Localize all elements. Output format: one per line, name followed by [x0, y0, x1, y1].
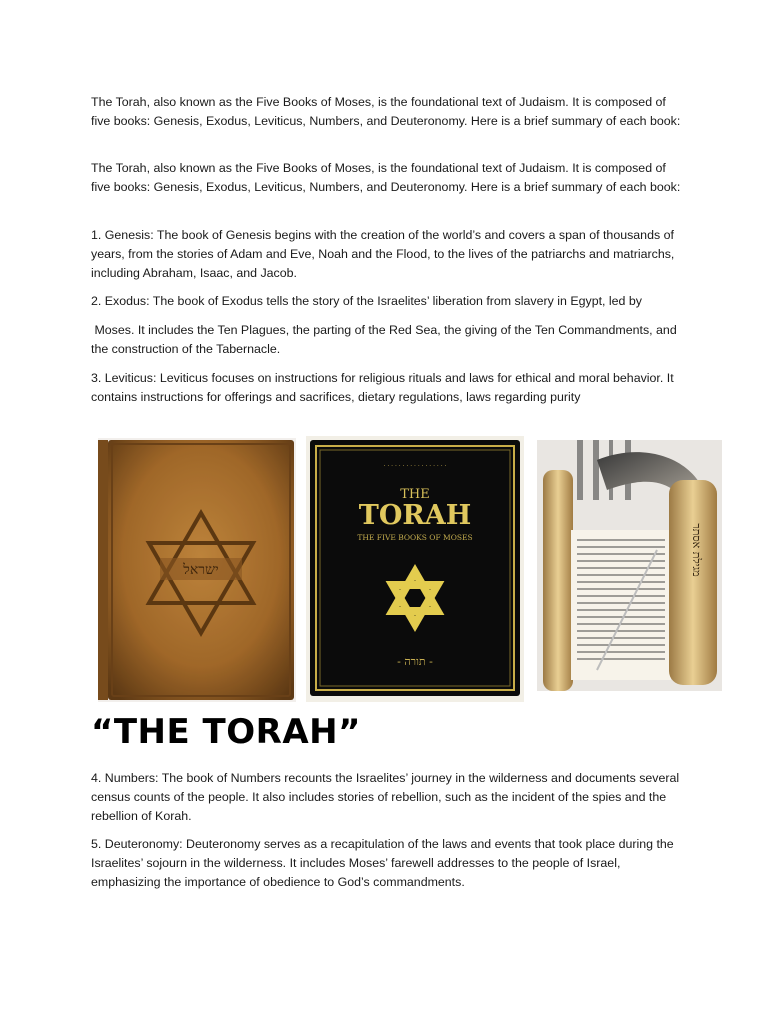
cover-article: THE — [400, 487, 430, 502]
svg-text:ישראל: ישראל — [183, 562, 219, 578]
numbers-paragraph: 4. Numbers: The book of Numbers recounts the Israelites’ journey in the wilderness and documents several census counts of the people. It also includes stories of rebellion, such as the incident of the spies and the rebellion of Korah. — [91, 771, 680, 823]
page-title: “THE TORAH” — [91, 712, 361, 752]
intro-paragraph-repeat: The Torah, also known as the Five Books of Moses, is the foundational text of Judaism. It is composed of five books: Genesis, Exodus, Leviticus, Numbers, and Deuteronomy. Here is a brief summary of each book: — [91, 161, 681, 194]
cover-footer: - תורה - — [397, 655, 433, 668]
antique-book-image — [98, 438, 296, 702]
cover-title: TORAH — [358, 500, 472, 531]
svg-text:מגילת אסתר: מגילת אסתר — [690, 523, 703, 577]
cover-subtitle: THE FIVE BOOKS OF MOSES — [357, 533, 473, 542]
exodus-paragraph: 2. Exodus: The book of Exodus tells the story of the Israelites’ liberation from slavery in Egypt, led by — [91, 294, 642, 308]
leviticus-paragraph: 3. Leviticus: Leviticus focuses on instructions for religious rituals and laws for ethical and moral behavior. It contains instructions for offerings and sacrifices, dietary regulations, laws regarding purity — [91, 371, 674, 404]
deuteronomy-paragraph: 5. Deuteronomy: Deuteronomy serves as a recapitulation of the laws and events that took place during the Israelites’ sojourn in the wilderness. It includes Moses’ farewell addresses to the people of Israel, emphasizing the importance of obedience to God’s commandments. — [91, 837, 674, 889]
exodus-paragraph-continued: Moses. It includes the Ten Plagues, the parting of the Red Sea, the giving of the Ten Commandments, and the construction of the Tabernacle. — [91, 323, 681, 356]
genesis-paragraph: 1. Genesis: The book of Genesis begins with the creation of the world’s and covers a span of thousands of years, from the stories of Adam and Eve, Noah and the Flood, to the lives of the patriarchs and matriarchs, including Abraham, Isaac, and Jacob. — [91, 228, 675, 280]
torah-scroll-photo — [537, 440, 722, 691]
torah-book-cover-image — [306, 436, 524, 702]
svg-text:· · · · · · · · · · · · · · ·: · · · · · · · · · · · · · · · · · — [383, 463, 447, 470]
intro-paragraph: The Torah, also known as the Five Books of Moses, is the foundational text of Judaism. It is composed of five books: Genesis, Exodus, Leviticus, Numbers, and Deuteronomy. Here is a brief summary of each book: — [91, 95, 681, 128]
